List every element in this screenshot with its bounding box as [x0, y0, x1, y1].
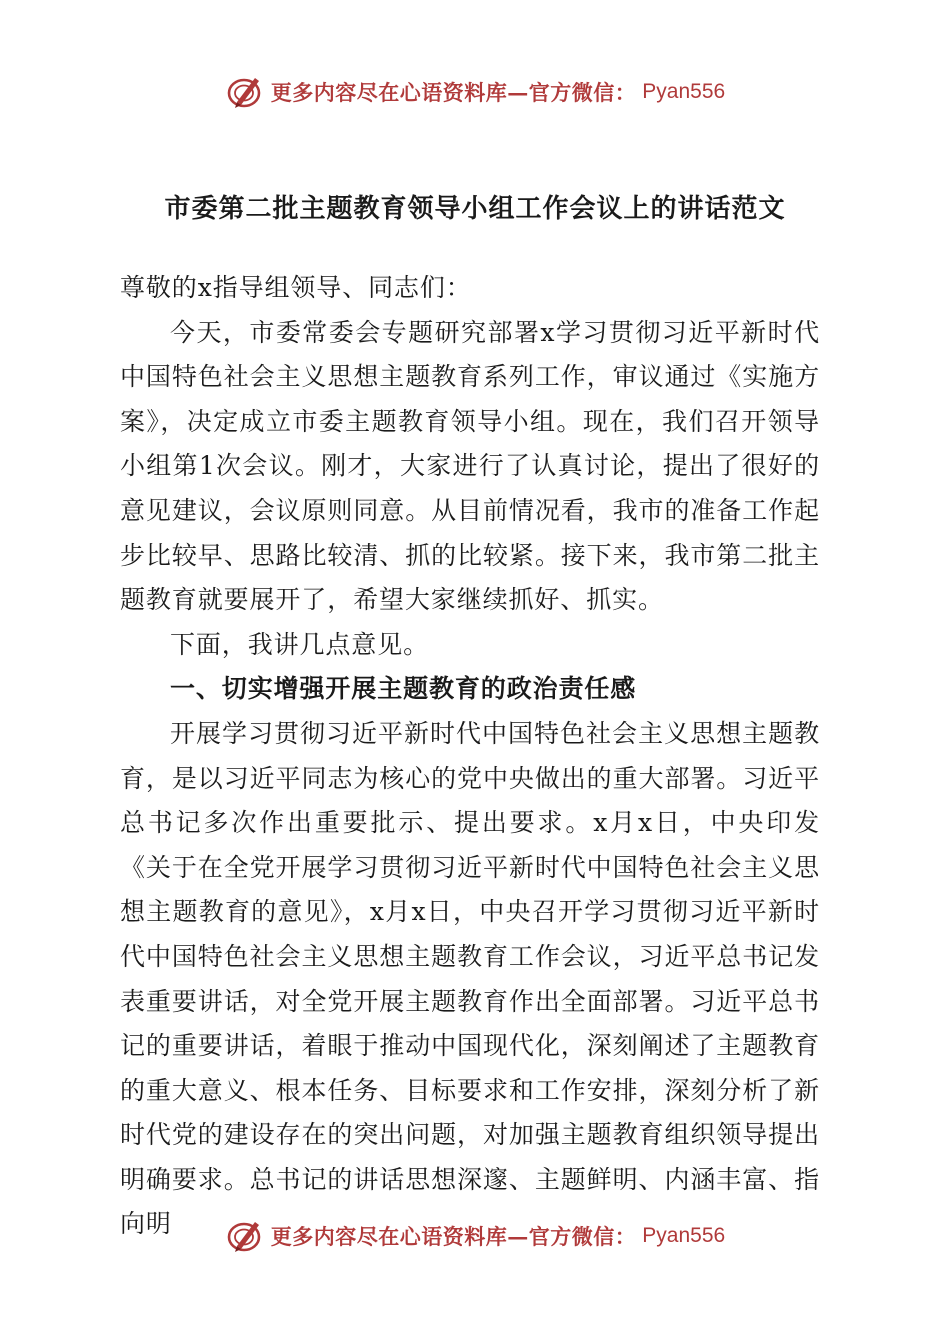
document-body [120, 266, 820, 1247]
paragraph-transition: 下面，我讲几点意见。 [170, 629, 430, 659]
watermark-text: 更多内容尽在心语资料库—官方微信： [270, 80, 637, 105]
watermark-footer [0, 1216, 950, 1256]
pen-logo-icon [225, 1216, 265, 1256]
salutation: 尊敬的x指导组领导、同志们： [120, 273, 472, 302]
section-heading: 一、切实增强开展主题教育的政治责任感 [170, 674, 637, 704]
document-title: 市委第二批主题教育领导小组工作会议上的讲话范文 [164, 194, 786, 224]
paragraph-intro: 今天，市委常委会专题研究部署x学习贯彻习近平新时代中国特色社会主义思想主题教育系列工作，审议通过《实施方案》，决定成立市委主题教育领导小组。现在，我们召开领导小组第1次会议。刚才，大家进行了认真讨论，提出了很好的意见建议，会议原则同意。从目前情况看，我市的准备工作起步比较早、思路比较清、抓的比较紧。接下来，我市第二批主题教育就要展开了，希望大家继续抓好、抓实。 [120, 317, 820, 615]
watermark-header [0, 72, 950, 112]
watermark-text: 更多内容尽在心语资料库—官方微信： [270, 1224, 637, 1249]
watermark-wechat-id: Pyan556 [642, 1224, 726, 1247]
pen-logo-icon [225, 72, 265, 112]
paragraph-section-one: 开展学习贯彻习近平新时代中国特色社会主义思想主题教育，是以习近平同志为核心的党中央做出的重大部署。习近平总书记多次作出重要批示、提出要求。x月x日，中央印发《关于在全党开展学习贯彻习近平新时代中国特色社会主义思想主题教育的意见》，x月x日，中央召开学习贯彻习近平新时代中国特色社会主义思想主题教育工作会议，习近平总书记发表重要讲话，对全党开展主题教育作出全面部署。习近平总书记的重要讲话，着眼于推动中国现代化，深刻阐述了主题教育的重大意义、根本任务、目标要求和工作安排，深刻分析了新时代党的建设存在的突出问题，对加强主题教育组织领导提出明确要求。总书记的讲话思想深邃、主题鲜明、内涵丰富、指向明 [120, 718, 820, 1239]
watermark-wechat-id: Pyan556 [642, 80, 726, 103]
